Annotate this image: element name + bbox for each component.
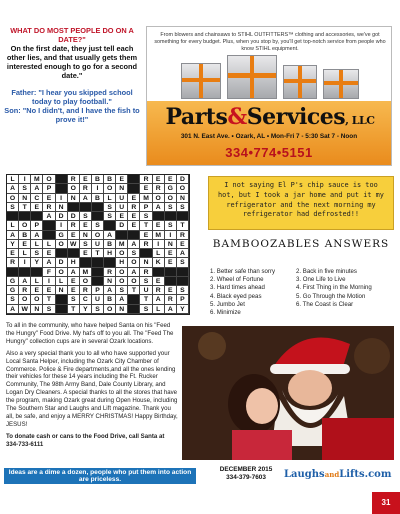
crossword-cell: R <box>7 258 19 267</box>
crossword-black-cell <box>140 249 152 258</box>
ad-blurb: From blowers and chainsaws to STIHL OUTFITTERS™ clothing and accessories, we've got something for every budget. Plus, when you stop by, you'll get top-notch service from people who know STIHL equipment. <box>154 32 386 52</box>
crossword-cell: B <box>92 175 104 184</box>
brand-ampersand: & <box>227 104 247 130</box>
crossword-black-cell <box>92 268 104 277</box>
crossword-cell: E <box>165 258 177 267</box>
crossword-cell: Y <box>177 305 189 314</box>
gift-box-icon <box>323 69 359 99</box>
crossword-cell: F <box>43 268 55 277</box>
crossword-black-cell <box>92 212 104 221</box>
crossword-black-cell <box>153 268 165 277</box>
quote-box: I not saying El P's chip sauce is too hot, but I took a jar home and put it my refrigerator and the next morning my refrigerator had defrosted!! <box>208 176 394 230</box>
crossword-cell: C <box>80 295 92 304</box>
crossword-black-cell <box>92 203 104 212</box>
crossword-cell: E <box>177 240 189 249</box>
crossword-cell: U <box>92 240 104 249</box>
crossword-cell: M <box>80 268 92 277</box>
crossword-cell: G <box>56 231 68 240</box>
crossword-black-cell <box>92 258 104 267</box>
crossword-black-cell <box>7 268 19 277</box>
crossword-cell: A <box>128 240 140 249</box>
crossword-black-cell <box>56 249 68 258</box>
bamboozable-answer: 3. Hard times ahead <box>210 284 265 292</box>
crossword-cell: S <box>140 305 152 314</box>
crossword-cell: E <box>7 249 19 258</box>
crossword-cell: O <box>104 184 116 193</box>
crossword-cell: E <box>116 175 128 184</box>
crossword-cell: S <box>140 277 152 286</box>
crossword-cell: E <box>153 277 165 286</box>
crossword-cell: P <box>140 203 152 212</box>
crossword-cell: L <box>104 194 116 203</box>
crossword-cell: R <box>128 203 140 212</box>
crossword-cell: A <box>153 203 165 212</box>
crossword-cell: W <box>68 240 80 249</box>
crossword-cell: Y <box>7 240 19 249</box>
crossword-cell: R <box>140 175 152 184</box>
crossword-cell: O <box>56 240 68 249</box>
crossword-cell: E <box>153 221 165 230</box>
crossword-black-cell <box>31 212 43 221</box>
issue-phone: 334-379-7603 <box>226 474 266 481</box>
crossword-cell: T <box>19 203 31 212</box>
crossword-cell: N <box>165 240 177 249</box>
crossword-cell: S <box>68 295 80 304</box>
site-word-lifts: Lifts.com <box>339 469 392 480</box>
crossword-black-cell <box>56 175 68 184</box>
crossword-cell: N <box>31 305 43 314</box>
issue-date: DECEMBER 2015 <box>219 466 273 473</box>
crossword-cell: O <box>128 277 140 286</box>
santa-photo-drawing <box>182 326 394 460</box>
crossword-cell: M <box>116 240 128 249</box>
crossword-cell: A <box>128 268 140 277</box>
crossword-black-cell <box>104 258 116 267</box>
crossword-cell: N <box>19 194 31 203</box>
crossword-black-cell <box>56 295 68 304</box>
crossword-cell: E <box>128 194 140 203</box>
crossword-cell: E <box>31 286 43 295</box>
crossword-black-cell <box>68 203 80 212</box>
crossword-cell: R <box>68 175 80 184</box>
crossword-black-cell <box>128 231 140 240</box>
crossword-black-cell <box>116 231 128 240</box>
crossword-cell: E <box>165 249 177 258</box>
crossword-cell: L <box>7 221 19 230</box>
crossword-cell: R <box>165 295 177 304</box>
crossword-black-cell <box>19 212 31 221</box>
crossword-cell: S <box>80 240 92 249</box>
crossword-cell: O <box>19 221 31 230</box>
crossword-cell: A <box>104 231 116 240</box>
crossword-cell: E <box>43 286 55 295</box>
ad-banner <box>147 101 391 166</box>
crossword-cell: M <box>140 194 152 203</box>
crossword-cell: A <box>7 184 19 193</box>
crossword-black-cell <box>68 249 80 258</box>
crossword-cell: R <box>177 231 189 240</box>
crossword-cell: O <box>80 277 92 286</box>
crossword-black-cell <box>128 305 140 314</box>
parts-services-ad[interactable] <box>146 26 392 166</box>
page-number: 31 <box>372 492 400 514</box>
crossword-cell: R <box>153 286 165 295</box>
crossword-cell: E <box>43 194 55 203</box>
crossword-cell: E <box>165 175 177 184</box>
crossword-cell: R <box>80 286 92 295</box>
crossword-cell: E <box>68 286 80 295</box>
crossword-black-cell <box>177 212 189 221</box>
crossword-cell: N <box>140 258 152 267</box>
bamboozable-answer: 3. One Life to Live <box>296 276 346 284</box>
crossword-cell: I <box>56 194 68 203</box>
crossword-cell: D <box>56 258 68 267</box>
crossword-cell: A <box>7 231 19 240</box>
crossword-black-cell <box>177 268 189 277</box>
crossword-cell: O <box>177 184 189 193</box>
crossword-cell: E <box>80 221 92 230</box>
crossword-black-cell <box>128 184 140 193</box>
crossword-cell: A <box>68 268 80 277</box>
crossword-cell: O <box>165 194 177 203</box>
crossword-cell: E <box>140 231 152 240</box>
crossword-cell: N <box>177 194 189 203</box>
crossword-cell: R <box>140 240 152 249</box>
crossword-cell: R <box>153 184 165 193</box>
crossword-cell: N <box>116 184 128 193</box>
crossword-cell: E <box>80 249 92 258</box>
crossword-cell: S <box>92 305 104 314</box>
crossword-black-cell <box>104 221 116 230</box>
crossword-cell: D <box>68 212 80 221</box>
crossword-cell: E <box>31 203 43 212</box>
crossword-cell: M <box>153 231 165 240</box>
crossword-cell: P <box>177 295 189 304</box>
issue-info <box>210 466 282 482</box>
crossword-cell: I <box>56 221 68 230</box>
crossword-black-cell <box>56 184 68 193</box>
crossword-cell: O <box>92 231 104 240</box>
bamboozable-answer: 5. Jumbo Jet <box>210 300 245 308</box>
crossword-cell: C <box>31 194 43 203</box>
crossword-cell: S <box>177 258 189 267</box>
crossword-cell: A <box>7 305 19 314</box>
crossword-cell: I <box>43 277 55 286</box>
crossword-cell: E <box>68 231 80 240</box>
crossword-cell: O <box>31 295 43 304</box>
crossword-cell: I <box>19 175 31 184</box>
brand-word-parts: Parts <box>165 104 228 130</box>
crossword-cell: O <box>56 268 68 277</box>
brand-word-services: Services <box>246 104 346 130</box>
crossword-cell: S <box>19 184 31 193</box>
crossword-cell: B <box>19 231 31 240</box>
crossword-cell: O <box>128 258 140 267</box>
crossword-cell: T <box>43 295 55 304</box>
crossword-cell: O <box>153 194 165 203</box>
gift-box-icon <box>227 55 277 99</box>
crossword-cell: L <box>43 240 55 249</box>
crossword-cell: D <box>56 212 68 221</box>
joke-question: WHAT DO MOST PEOPLE DO ON A DATE?" <box>10 26 134 44</box>
crossword-cell: L <box>153 249 165 258</box>
crossword-cell: H <box>68 258 80 267</box>
crossword-cell: S <box>116 286 128 295</box>
bamboozable-answer: 2. Back in five minutes <box>296 268 357 275</box>
crossword-cell: U <box>140 286 152 295</box>
crossword-black-cell <box>43 231 55 240</box>
crossword-cell: N <box>56 203 68 212</box>
crossword-cell: S <box>31 249 43 258</box>
crossword-cell: S <box>80 212 92 221</box>
bamboozables-title: BAMBOOZABLES ANSWERS <box>212 238 390 250</box>
crossword-cell: N <box>116 305 128 314</box>
crossword-cell: S <box>92 221 104 230</box>
motto-banner: Ideas are a dime a dozen, people who put them into action are priceless. <box>4 468 196 484</box>
crossword-cell: T <box>68 305 80 314</box>
crossword-cell: E <box>153 175 165 184</box>
crossword-cell: I <box>92 184 104 193</box>
crossword-cell: W <box>19 305 31 314</box>
bamboozables-list-right <box>296 268 394 309</box>
crossword-cell: O <box>116 249 128 258</box>
crossword-cell: L <box>56 277 68 286</box>
joke-father: Father: "I hear you skipped school today to play football." <box>11 88 133 106</box>
crossword-cell: A <box>165 305 177 314</box>
site-word-and: and <box>324 470 340 479</box>
crossword-cell: K <box>153 258 165 267</box>
crossword-black-cell <box>80 258 92 267</box>
crossword-cell: E <box>140 184 152 193</box>
crossword-cell: O <box>68 184 80 193</box>
crossword-cell: T <box>92 249 104 258</box>
crossword-cell: B <box>104 175 116 184</box>
crossword-cell: E <box>165 286 177 295</box>
joke-answer: On the first date, they just tell each other lies, and that usually gets them interested enough to go for a second date." <box>6 44 138 80</box>
bamboozable-answer: 5. Go Through the Motion <box>296 292 366 300</box>
crossword-cell: O <box>19 295 31 304</box>
bamboozable-answer: 4. First Thing in the Morning <box>296 284 372 292</box>
crossword-cell: U <box>116 203 128 212</box>
crossword-black-cell <box>128 295 140 304</box>
crossword-cell: I <box>165 231 177 240</box>
crossword-cell: D <box>116 221 128 230</box>
article-donate: To donate cash or cans to the Food Drive, call Santa at 334-733-6111 <box>6 432 165 448</box>
crossword-cell: G <box>7 286 19 295</box>
santa-thank-you-article <box>6 322 178 453</box>
crossword-cell: B <box>92 194 104 203</box>
crossword-cell: U <box>92 295 104 304</box>
crossword-black-cell <box>31 268 43 277</box>
crossword-cell: I <box>19 258 31 267</box>
crossword-cell: U <box>116 194 128 203</box>
crossword-cell: G <box>165 184 177 193</box>
crossword-cell: L <box>7 175 19 184</box>
crossword-cell: T <box>128 286 140 295</box>
crossword-cell: A <box>43 258 55 267</box>
crossword-cell: D <box>177 175 189 184</box>
crossword-cell: O <box>104 305 116 314</box>
crossword-cell: A <box>153 295 165 304</box>
santa-photo <box>182 326 394 460</box>
crossword-cell: N <box>104 277 116 286</box>
crossword-cell: E <box>116 212 128 221</box>
ad-phone: 334•774•5151 <box>225 145 313 160</box>
crossword-black-cell <box>43 221 55 230</box>
crossword-cell: M <box>31 175 43 184</box>
crossword-cell: Y <box>31 258 43 267</box>
crossword-black-cell <box>165 212 177 221</box>
crossword-cell: P <box>92 286 104 295</box>
crossword-cell: E <box>68 277 80 286</box>
joke-column <box>4 26 140 124</box>
crossword-cell: S <box>7 295 19 304</box>
crossword-cell: L <box>31 240 43 249</box>
crossword-cell: N <box>68 194 80 203</box>
crossword-black-cell <box>19 268 31 277</box>
crossword-cell: R <box>104 268 116 277</box>
crossword-cell: R <box>68 221 80 230</box>
gift-box-icon <box>181 63 221 99</box>
crossword-cell: A <box>177 249 189 258</box>
crossword-cell: E <box>43 249 55 258</box>
crossword-black-cell <box>177 277 189 286</box>
bamboozables-list-left <box>210 268 296 317</box>
crossword-cell: E <box>128 221 140 230</box>
crossword-grid <box>6 174 190 315</box>
crossword-black-cell <box>165 277 177 286</box>
crossword-cell: H <box>116 258 128 267</box>
crossword-cell: S <box>128 249 140 258</box>
crossword-cell: P <box>31 221 43 230</box>
ad-brand-logo <box>155 104 385 134</box>
crossword-cell: L <box>19 249 31 258</box>
crossword-cell: H <box>104 249 116 258</box>
crossword-cell: A <box>43 212 55 221</box>
crossword-cell: S <box>7 203 19 212</box>
crossword-cell: T <box>177 221 189 230</box>
crossword-cell: R <box>43 203 55 212</box>
bamboozable-answer: 6. Minimize <box>210 309 241 317</box>
crossword-cell: S <box>104 203 116 212</box>
crossword-cell: A <box>104 286 116 295</box>
bamboozable-answer: 4. Black eyed peas <box>210 292 262 300</box>
crossword-cell: O <box>116 277 128 286</box>
ad-gift-area <box>147 27 391 101</box>
crossword-cell: O <box>43 175 55 184</box>
crossword-cell: S <box>165 221 177 230</box>
crossword-cell: N <box>80 231 92 240</box>
article-paragraph: To all in the community, who have helped Santa on his "Feed the Hungry" Food Drive. My hat's off to you all. The "Feed The Hungry" collection cups are in several Ozark locations. <box>6 322 174 345</box>
crossword-cell: I <box>153 240 165 249</box>
bamboozable-answer: 2. Wheel of Fortune <box>210 276 264 284</box>
crossword-black-cell <box>128 175 140 184</box>
crossword-cell: S <box>177 286 189 295</box>
crossword-cell: S <box>43 305 55 314</box>
crossword-cell: R <box>80 184 92 193</box>
crossword-cell: A <box>116 295 128 304</box>
crossword-cell: A <box>31 184 43 193</box>
crossword-cell: E <box>128 212 140 221</box>
crossword-cell: N <box>56 286 68 295</box>
crossword-cell: R <box>140 268 152 277</box>
site-word-laughs: Laughs <box>284 469 325 480</box>
bamboozable-answer: 1. Better safe than sorry <box>210 268 276 275</box>
crossword-cell: L <box>31 277 43 286</box>
crossword-cell: E <box>19 240 31 249</box>
crossword-black-cell <box>153 212 165 221</box>
crossword-cell: A <box>80 194 92 203</box>
crossword-black-cell <box>7 212 19 221</box>
crossword-cell: O <box>7 194 19 203</box>
gift-box-icon <box>283 65 317 99</box>
crossword-cell: G <box>7 277 19 286</box>
bamboozable-answer: 6. The Coast is Clear <box>296 300 354 308</box>
joke-son: Son: "No I didn't, and I have the fish to prove it!" <box>4 106 140 124</box>
crossword-black-cell <box>80 203 92 212</box>
crossword-cell: A <box>31 231 43 240</box>
crossword-black-cell <box>92 277 104 286</box>
crossword-cell: O <box>116 268 128 277</box>
crossword-cell: T <box>140 221 152 230</box>
crossword-cell: B <box>104 240 116 249</box>
crossword-black-cell <box>56 305 68 314</box>
crossword-cell: S <box>165 203 177 212</box>
crossword-cell: B <box>104 295 116 304</box>
site-logo[interactable] <box>284 468 392 481</box>
crossword-cell: L <box>153 305 165 314</box>
crossword-cell: S <box>177 203 189 212</box>
article-paragraph: Also a very special thank you to all who have supported your Local Santa Helper, including the Ozark City Chamber of Commerce. Police & Fire departments,and all the ones lending their vehicles for these 14 years including the Ft. Rucker Community, The 98th Army Band, Dale County Library, and Logan Dry Cleaners. A special thanks to all the stores that have the program, making Ozark great during Open House, including The Southern Star and Laughs and Lift magazine. Thank you all, be safe, and enjoy a MERRY CHRISTMAS! Happy Birthday, JESUS! <box>6 349 178 428</box>
crossword-cell: R <box>19 286 31 295</box>
crossword-cell: T <box>140 295 152 304</box>
crossword-cell: S <box>104 212 116 221</box>
crossword-cell: S <box>140 212 152 221</box>
brand-llc: , LLC <box>345 114 375 127</box>
crossword-cell: E <box>80 175 92 184</box>
crossword-cell: A <box>19 277 31 286</box>
crossword-cell: Y <box>80 305 92 314</box>
crossword-cell: P <box>43 184 55 193</box>
crossword-black-cell <box>165 268 177 277</box>
ad-address: 301 N. East Ave. • Ozark, AL • Mon-Fri 7 - 5:30 Sat 7 - Noon <box>180 133 358 140</box>
